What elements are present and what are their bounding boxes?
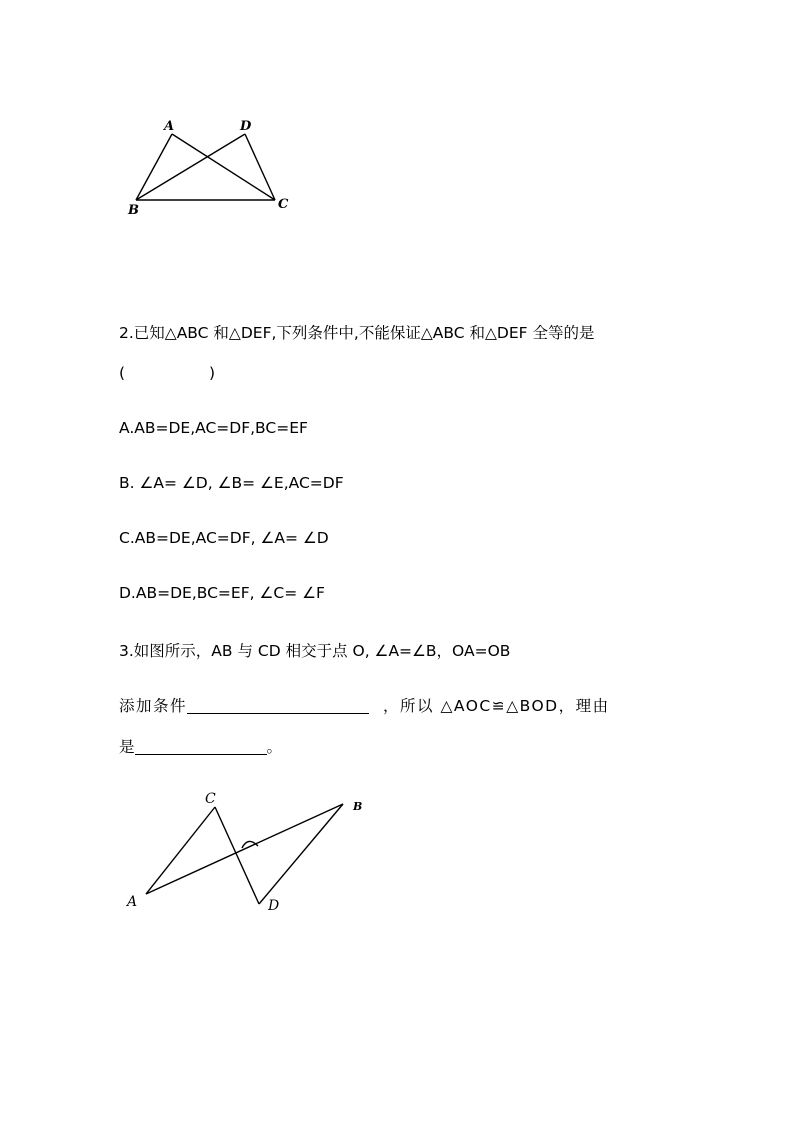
bowtie-figure-aoc-bod [118,784,378,914]
segment-bd [259,804,343,904]
reason-suffix: 。 [266,738,283,756]
segment-ab [136,134,172,200]
triangle-figure-abc-dbc [118,114,308,218]
vertex-label-b: B [353,800,363,813]
vertex-label-a: A [164,119,175,134]
paren-close: ) [208,364,215,382]
question-3-condition-line [119,694,610,716]
vertex-label-d: D [268,898,280,914]
vertex-label-b: B [128,203,139,218]
reason-blank[interactable] [135,738,267,755]
option-c: C.AB=DE,AC=DF, ∠A= ∠D [119,529,329,547]
segment-db [136,134,245,200]
vertex-label-d: D [240,119,252,134]
condition-suffix: ，所以 △AOC≌△BOD，理由 [383,697,610,715]
segment-cd [215,807,259,904]
vertex-label-a: A [127,894,138,910]
question-3-stem: 3.如图所示，AB 与 CD 相交于点 O, ∠A=∠B，OA=OB [119,642,511,660]
paren-open: ( [119,364,126,382]
question-2-stem: 2.已知△ABC 和△DEF,下列条件中,不能保证△ABC 和△DEF 全等的是 [119,324,595,342]
condition-blank[interactable] [187,697,369,714]
question-2-answer-paren [119,364,215,382]
condition-prefix: 添加条件 [119,697,188,715]
vertex-label-c: C [278,197,289,212]
reason-prefix: 是 [119,738,135,756]
vertex-label-c: C [205,791,216,807]
option-b: B. ∠A= ∠D, ∠B= ∠E,AC=DF [119,474,344,492]
segment-ca [146,807,215,894]
option-a: A.AB=DE,AC=DF,BC=EF [119,419,308,437]
segment-ab [146,804,343,894]
option-d: D.AB=DE,BC=EF, ∠C= ∠F [119,584,325,602]
question-3-reason-line [119,735,282,757]
